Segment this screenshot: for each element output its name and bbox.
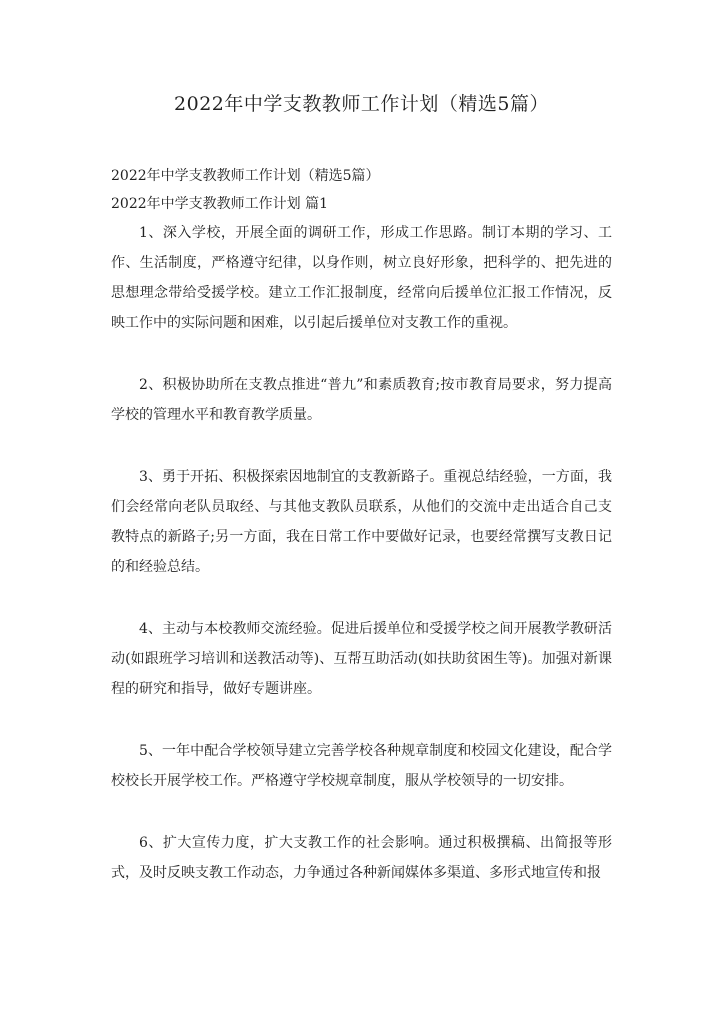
document-subtitle: 2022年中学支教教师工作计划（精选5篇） (111, 168, 380, 184)
paragraph-1: 1、深入学校，开展全面的调研工作，形成工作思路。制订本期的学习、工作、生活制度，严格遵守纪律，以身作则，树立良好形象，把科学的、把先进的思想理念带给受援学校。建立工作汇报制度，经常向后援单位汇报工作情况，反映工作中的实际问题和困难，以引起后援单位对支教工作的重视。 (111, 225, 612, 331)
paragraph-5: 5、一年中配合学校领导建立完善学校各种规章制度和校园文化建设，配合学校校长开展学校工作。严格遵守学校规章制度，服从学校领导的一切安排。 (111, 743, 612, 789)
paragraph-2: 2、积极协助所在支教点推进“普九”和素质教育;按市教育局要求，努力提高学校的管理水平和教育教学质量。 (111, 377, 612, 423)
section-heading: 2022年中学支教教师工作计划 篇1 (111, 196, 328, 212)
document-body (111, 218, 612, 888)
document-title: 2022年中学支教教师工作计划（精选5篇） (174, 93, 549, 115)
paragraph-3: 3、勇于开拓、积极探索因地制宜的支教新路子。重视总结经验，一方面，我们会经常向老队员取经、与其他支教队员联系，从他们的交流中走出适合自己支教特点的新路子;另一方面，我在日常工作中要做好记录，也要经常撰写支教日记的和经验总结。 (111, 469, 612, 575)
paragraph-6: 6、扩大宣传力度，扩大支教工作的社会影响。通过积极撰稿、出简报等形式，及时反映支教工作动态，力争通过各种新闻媒体多渠道、多形式地宣传和报 (111, 835, 612, 881)
paragraph-4: 4、主动与本校教师交流经验。促进后援单位和受援学校之间开展教学教研活动(如跟班学习培训和送教活动等)、互帮互助活动(如扶助贫困生等)。加强对新课程的研究和指导，做好专题讲座。 (111, 621, 612, 697)
